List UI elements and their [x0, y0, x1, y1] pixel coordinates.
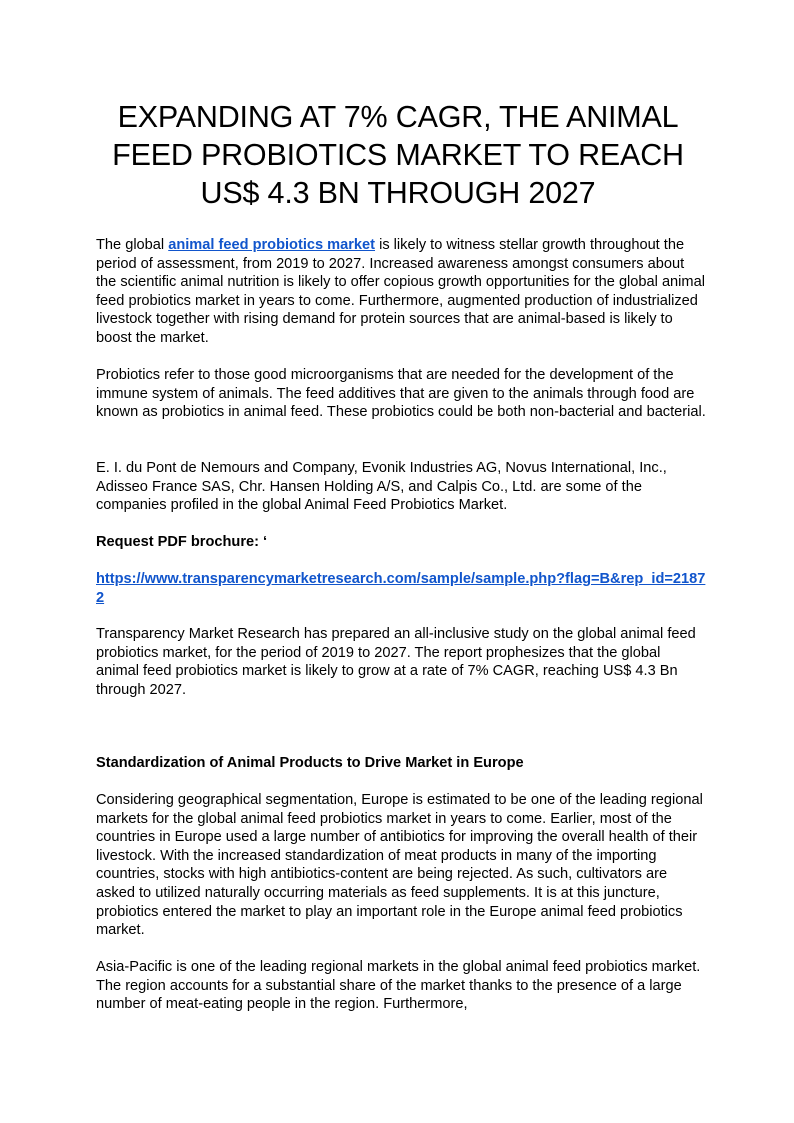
probiotics-definition-paragraph: Probiotics refer to those good microorganisms that are needed for the development of the immune system of animals. The feed additives that are given to the animals through food are known as probiotics in animal feed. These probiotics could be both non-bacterial and bacterial.: [96, 367, 706, 421]
study-paragraph: Transparency Market Research has prepared an all-inclusive study on the global animal feed probiotics market, for the period of 2019 to 2027. The report prophesizes that the global animal feed probiotics market is likely to grow at a rate of 7% CAGR, reaching US$ 4.3 Bn through 2027.: [96, 626, 696, 698]
brochure-link-paragraph: [96, 570, 706, 607]
europe-section-heading: Standardization of Animal Products to Drive Market in Europe: [96, 755, 524, 771]
animal-feed-probiotics-market-link[interactable]: animal feed probiotics market: [168, 237, 376, 253]
companies-paragraph: E. I. du Pont de Nemours and Company, Evonik Industries AG, Novus International, Inc., Adisseo France SAS, Chr. Hansen Holding A/S, and Calpis Co., Ltd. are some of the companies profiled in the global Animal Feed Probiotics Market.: [96, 460, 667, 514]
page-title: EXPANDING AT 7% CAGR, THE ANIMAL FEED PROBIOTICS MARKET TO REACH US$ 4.3 BN THROUGH 2027: [112, 100, 684, 210]
asia-pacific-paragraph: Asia-Pacific is one of the leading regional markets in the global animal feed probiotics market. The region accounts for a substantial share of the market thanks to the presence of a large number of meat-eating people in the region. Furthermore,: [96, 959, 701, 1013]
brochure-url-link[interactable]: https://www.transparencymarketresearch.com/sample/sample.php?flag=B&rep_id=21872: [96, 571, 706, 606]
europe-paragraph: Considering geographical segmentation, Europe is estimated to be one of the leading regional markets for the global animal feed probiotics market in years to come. Earlier, most of the countries in Europe used a large number of antibiotics for improving the overall health of their livestock. With the increased standardization of meat products in many of the importing countries, stocks with high antibiotics-content are being rejected. As such, cultivators are asked to utilized naturally occurring materials as feed supplements. It is at this juncture, probiotics entered the market to play an important role in the Europe animal feed probiotics market.: [96, 792, 703, 939]
intro-text-rest: is likely to witness stellar growth throughout the period of assessment, from 2019 to 2027. Increased awareness amongst consumers about the scientific animal nutrition is likely to offer copious growth opportunities for the global animal feed probiotics market in years to come. Furthermore, augmented production of industrialized livestock together with rising demand for protein sources that are animal-based is likely to boost the market.: [96, 237, 705, 346]
brochure-label: Request PDF brochure: ‘: [96, 534, 268, 550]
intro-paragraph: [96, 236, 706, 348]
intro-text-start: The global: [96, 237, 169, 253]
